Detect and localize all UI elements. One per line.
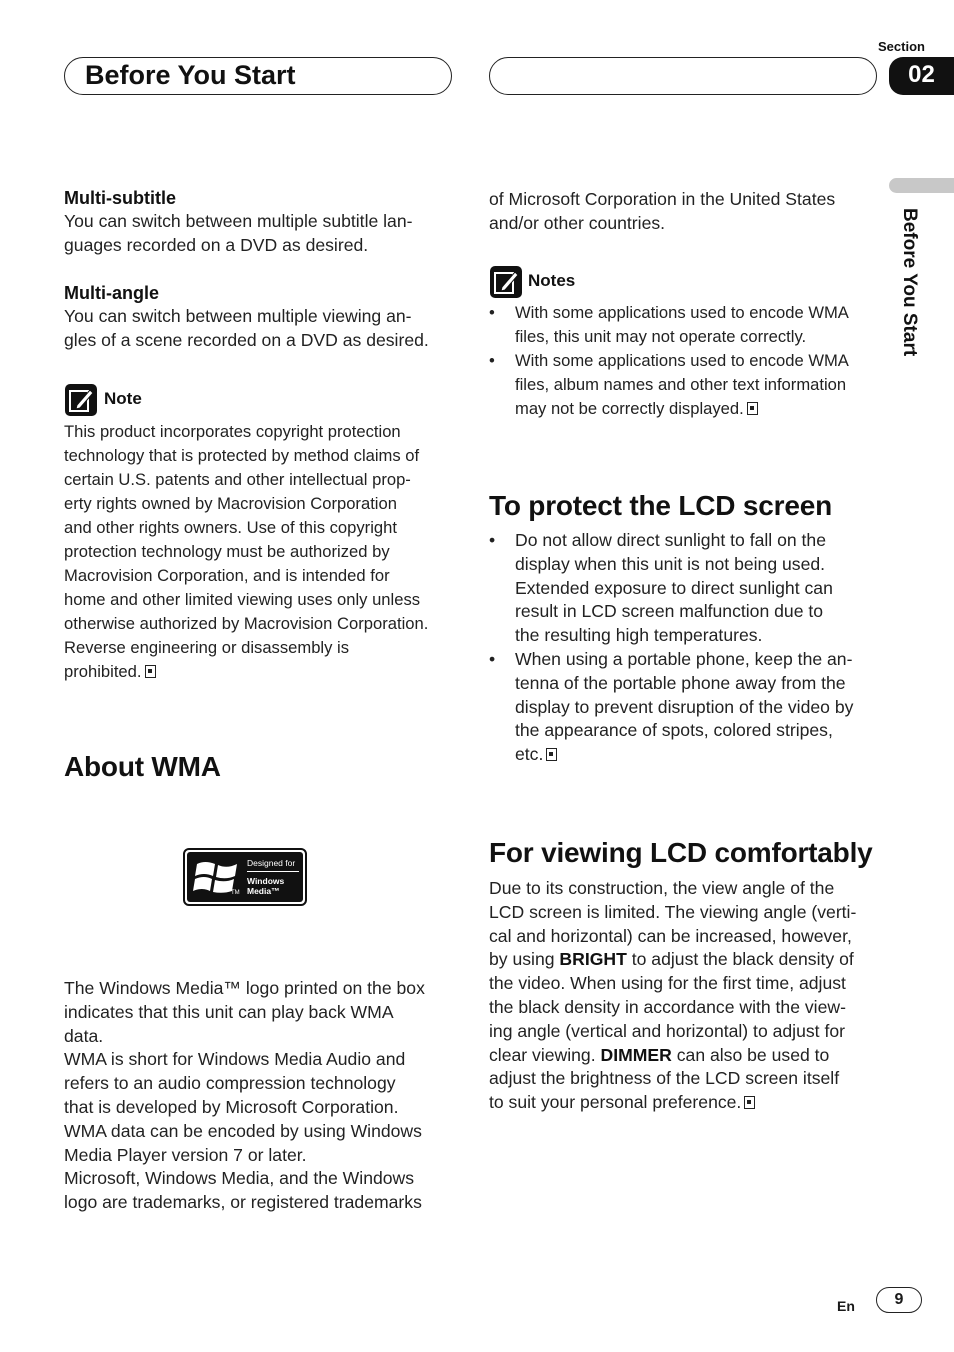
text-line [515, 397, 881, 421]
text-line: Reverse engineering or disassembly is [64, 638, 349, 657]
text-line: WMA is short for Windows Media Audio and [64, 1049, 406, 1070]
text-line: guages recorded on a DVD as desired. [64, 234, 369, 255]
logo-divider [247, 871, 299, 872]
text-line-content: etc. [515, 744, 544, 765]
text-line: Media Player version 7 or later. [64, 1144, 307, 1165]
logo-windows: Windows [247, 876, 285, 886]
text-line: and other rights owners. Use of this copyright [64, 518, 397, 537]
text-line: result in LCD screen malfunction due to [515, 601, 824, 622]
text-fragment: by using [489, 949, 560, 970]
text-line: the black density in accordance with the view- [489, 996, 846, 1017]
text-line [489, 1091, 881, 1115]
section-label: Section [878, 39, 925, 54]
text-line: technology that is protected by method claims of [64, 446, 420, 465]
dimmer-keyword: DIMMER [600, 1044, 672, 1065]
text-line: erty rights owned by Macrovision Corporation [64, 494, 397, 513]
notes-title: Notes [528, 271, 576, 290]
text-line: files, album names and other text information [515, 375, 847, 394]
end-mark-icon [744, 1096, 755, 1109]
logo-tm-mark: TM [231, 890, 240, 896]
header-blank-box [489, 57, 877, 95]
note-text [64, 420, 456, 684]
text-line: This product incorporates copyright protection [64, 422, 401, 441]
text-line: Extended exposure to direct sunlight can [515, 577, 833, 598]
language-label: En [837, 1298, 855, 1314]
text-line: • Do not allow direct sunlight to fall on the [515, 530, 827, 550]
multi-subtitle-section [64, 188, 454, 258]
text-line: Due to its construction, the view angle of the [489, 878, 835, 898]
text-line: cal and horizontal) can be increased, however, [489, 925, 852, 946]
protect-lcd-list [489, 529, 881, 767]
text-line: of Microsoft Corporation in the United States [489, 189, 836, 209]
text-line: logo are trademarks, or registered trademarks [64, 1192, 422, 1213]
text-line: • With some applications used to encode WMA [515, 303, 849, 322]
text-line: LCD screen is limited. The viewing angle (verti- [489, 901, 857, 922]
bright-keyword: BRIGHT [559, 949, 627, 970]
text-fragment: can also be used to [671, 1044, 830, 1065]
text-fragment: to adjust the black density of [626, 949, 854, 970]
notes-pencil-icon [490, 266, 522, 298]
text-line: the appearance of spots, colored stripes, [515, 720, 833, 741]
text-line [64, 660, 456, 684]
text-line: protection technology must be authorized by [64, 542, 390, 561]
multi-subtitle-text [64, 210, 454, 258]
text-fragment: clear viewing. [489, 1044, 601, 1065]
windows-media-logo [183, 848, 307, 906]
text-line: You can switch between multiple subtitle lan- [64, 211, 413, 231]
end-mark-icon [546, 748, 557, 761]
text-line: adjust the brightness of the LCD screen itself [489, 1068, 840, 1089]
list-item [489, 529, 881, 648]
text-line [489, 1044, 881, 1068]
text-line: ing angle (vertical and horizontal) to adjust for [489, 1020, 845, 1041]
text-line: The Windows Media™ logo printed on the box [64, 978, 425, 998]
text-line: data. [64, 1025, 104, 1046]
viewing-lcd-text [489, 877, 881, 1115]
text-line: the resulting high temperatures. [515, 625, 763, 646]
about-wma-heading: About WMA [64, 751, 221, 782]
text-line-content: to suit your personal preference. [489, 1092, 742, 1113]
notes-list [489, 301, 881, 421]
text-line: that is developed by Microsoft Corporation. [64, 1096, 399, 1117]
text-line: You can switch between multiple viewing an- [64, 306, 412, 326]
protect-lcd-heading: To protect the LCD screen [489, 490, 832, 521]
text-line: display when this unit is not being used. [515, 553, 826, 574]
text-line: refers to an audio compression technology [64, 1073, 396, 1094]
text-line: Macrovision Corporation, and is intended for [64, 566, 390, 585]
text-line: tenna of the portable phone away from the [515, 672, 846, 693]
note-title: Note [104, 389, 142, 408]
text-line: gles of a scene recorded on a DVD as desired. [64, 329, 429, 350]
text-line: indicates that this unit can play back WMA [64, 1001, 394, 1022]
logo-media: Media™ [247, 886, 280, 896]
end-mark-icon [145, 665, 156, 678]
list-item [489, 349, 881, 421]
logo-designed-for: Designed for [247, 858, 296, 868]
end-mark-icon [747, 402, 758, 415]
text-line: otherwise authorized by Macrovision Corporation. [64, 614, 429, 633]
page-title: Before You Start [85, 60, 296, 90]
side-tab-marker [889, 178, 954, 193]
text-line-content: may not be correctly displayed. [515, 399, 744, 418]
text-line [489, 948, 881, 972]
text-line: • With some applications used to encode WMA [515, 351, 849, 370]
list-item [489, 301, 881, 349]
multi-subtitle-heading: Multi-subtitle [64, 188, 176, 208]
text-line: and/or other countries. [489, 212, 666, 233]
text-line [515, 743, 881, 767]
section-number-badge: 02 [889, 57, 954, 95]
text-line-content: prohibited. [64, 662, 142, 681]
text-line: • When using a portable phone, keep the an- [515, 648, 853, 669]
side-tab-label: Before You Start [899, 208, 920, 357]
text-line: home and other limited viewing uses only unless [64, 590, 421, 609]
viewing-lcd-heading: For viewing LCD comfortably [489, 837, 873, 868]
windows-media-logo-inner [187, 852, 303, 902]
page-number: 9 [876, 1287, 922, 1313]
header-title-box [64, 57, 452, 95]
multi-angle-section [64, 283, 454, 353]
multi-angle-text [64, 305, 454, 353]
list-item [489, 648, 881, 767]
about-wma-text [64, 977, 456, 1215]
continuation-text [489, 188, 879, 236]
text-line: files, this unit may not operate correctly. [515, 327, 807, 346]
text-line: WMA data can be encoded by using Windows [64, 1120, 422, 1141]
text-line: display to prevent disruption of the video by [515, 696, 854, 717]
text-line: certain U.S. patents and other intellectual prop- [64, 470, 411, 489]
text-line: Microsoft, Windows Media, and the Windows [64, 1168, 415, 1189]
note-pencil-icon [65, 384, 97, 416]
multi-angle-heading: Multi-angle [64, 283, 159, 303]
text-line: the video. When using for the first time, adjust [489, 973, 846, 994]
